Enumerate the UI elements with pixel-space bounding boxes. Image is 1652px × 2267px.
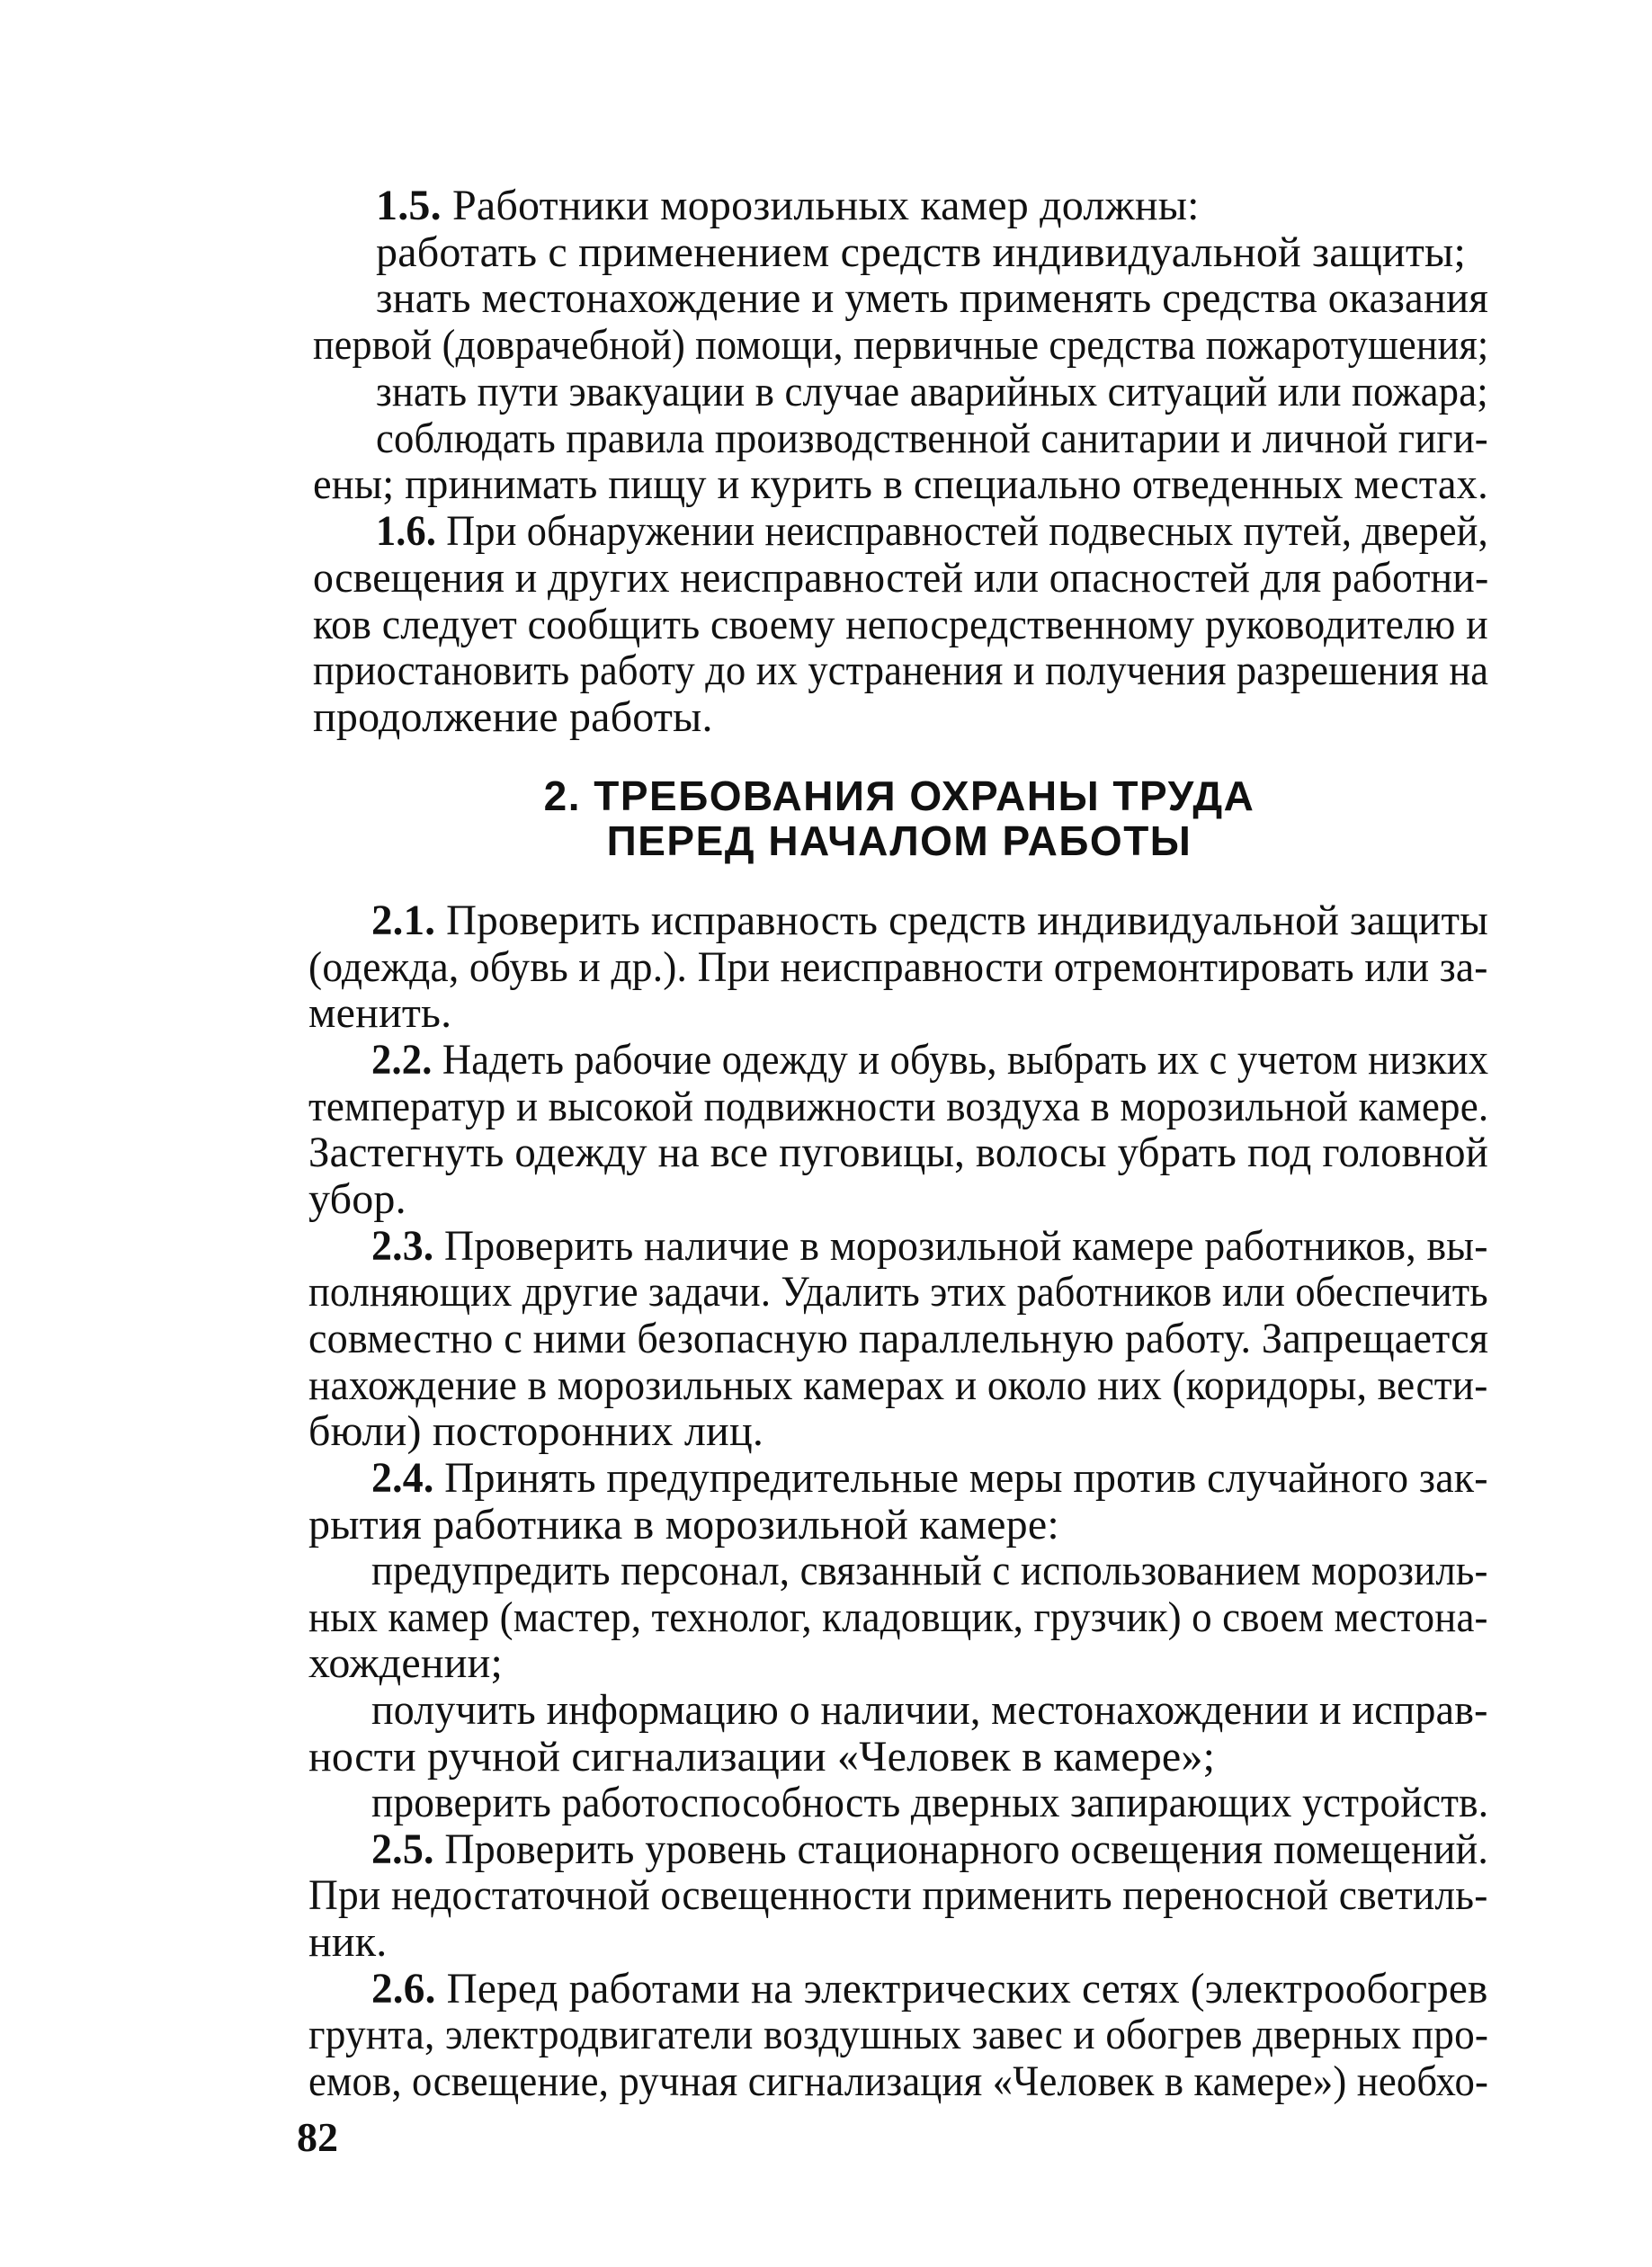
paragraph-line: 1.6. При обнаружении неисправностей подвесных путей, дверей, [376, 507, 1488, 555]
item-number: 2.1. [371, 897, 436, 944]
paragraph-line: предупредить персонал, связанный с использованием морозиль- [371, 1547, 1488, 1594]
item-number: 1.5. [376, 182, 442, 229]
paragraph-line: знать пути эвакуации в случае аварийных ситуаций или пожара; [376, 368, 1488, 415]
paragraph-line: 2.2. Надеть рабочие одежду и обувь, выбрать их с учетом низких [371, 1036, 1489, 1084]
item-number: 2.6. [371, 1965, 436, 2013]
paragraph-line: освещения и других неисправностей или опасностей для работни- [313, 554, 1489, 602]
item-number: 1.6. [376, 507, 437, 555]
item-number: 2.4. [371, 1454, 434, 1502]
paragraph-line: менить. [308, 989, 452, 1037]
item-number: 2.5. [371, 1825, 434, 1873]
paragraph-line: ных камер (мастер, технолог, кладовщик, грузчик) о своем местона- [308, 1593, 1488, 1641]
paragraph-line: 1.5. Работники морозильных камер должны: [376, 182, 1200, 229]
paragraph-line: бюли) посторонних лиц. [308, 1407, 764, 1455]
paragraph-line: ности ручной сигнализации «Человек в камере»; [308, 1733, 1216, 1781]
paragraph-line: нахождение в морозильных камерах и около них (коридоры, вести- [308, 1361, 1488, 1409]
paragraph-line: 2.4. Принять предупредительные меры против случайного зак- [371, 1454, 1488, 1502]
paragraph-line: 2.3. Проверить наличие в морозильной камере работников, вы- [371, 1222, 1488, 1270]
paragraph-line: При недостаточной освещенности применить переносной светиль- [308, 1871, 1488, 1919]
paragraph-line: емов, освещение, ручная сигнализация «Человек в камере») необхо- [308, 2057, 1489, 2105]
paragraph-line: рытия работника в морозильной камере: [308, 1501, 1059, 1549]
paragraph-line: 2.1. Проверить исправность средств индивидуальной защиты [371, 897, 1488, 944]
paragraph-line: 2.6. Перед работами на электрических сетях (электрообогрев [371, 1965, 1488, 2013]
paragraph-line: работать с применением средств индивидуальной защиты; [376, 228, 1466, 276]
paragraph-line: Застегнуть одежду на все пуговицы, волосы убрать под головной [308, 1129, 1489, 1176]
paragraph-line: знать местонахождение и уметь применять средства оказания [376, 274, 1488, 322]
paragraph-line: убор. [308, 1175, 406, 1223]
paragraph-line: ков следует сообщить своему непосредственному руководителю и [313, 601, 1488, 648]
section-heading: 2. ТРЕБОВАНИЯ ОХРАНЫ ТРУДА [543, 772, 1255, 819]
item-number: 2.3. [371, 1222, 434, 1270]
paragraph-line: соблюдать правила производственной санитарии и личной гиги- [376, 415, 1488, 462]
paragraph-line: (одежда, обувь и др.). При неисправности отремонтировать или за- [308, 943, 1488, 991]
page-number: 82 [297, 2114, 338, 2160]
paragraph-line: совместно с ними безопасную параллельную работу. Запрещается [308, 1315, 1489, 1362]
paragraph-line: грунта, электродвигатели воздушных завес и обогрев дверных про- [308, 2011, 1489, 2058]
paragraph-line: 2.5. Проверить уровень стационарного освещения помещений. [371, 1825, 1489, 1873]
paragraph-line: первой (доврачебной) помощи, первичные средства пожаротушения; [313, 321, 1489, 369]
paragraph-line: проверить работоспособность дверных запирающих устройств. [371, 1779, 1489, 1826]
paragraph-line: ены; принимать пищу и курить в специально отведенных местах. [313, 460, 1488, 508]
paragraph-line: ник. [308, 1918, 388, 1966]
paragraph-line: температур и высокой подвижности воздуха в морозильной камере. [308, 1083, 1489, 1130]
paragraph-line: приостановить работу до их устранения и получения разрешения на [313, 647, 1489, 694]
paragraph-line: продолжение работы. [313, 693, 713, 741]
paragraph-line: хождении; [308, 1639, 504, 1687]
paragraph-line: получить информацию о наличии, местонахождении и исправ- [371, 1686, 1488, 1734]
paragraph-line: полняющих другие задачи. Удалить этих работников или обеспечить [308, 1268, 1488, 1316]
section-heading: ПЕРЕД НАЧАЛОМ РАБОТЫ [606, 817, 1192, 864]
item-number: 2.2. [371, 1036, 433, 1084]
